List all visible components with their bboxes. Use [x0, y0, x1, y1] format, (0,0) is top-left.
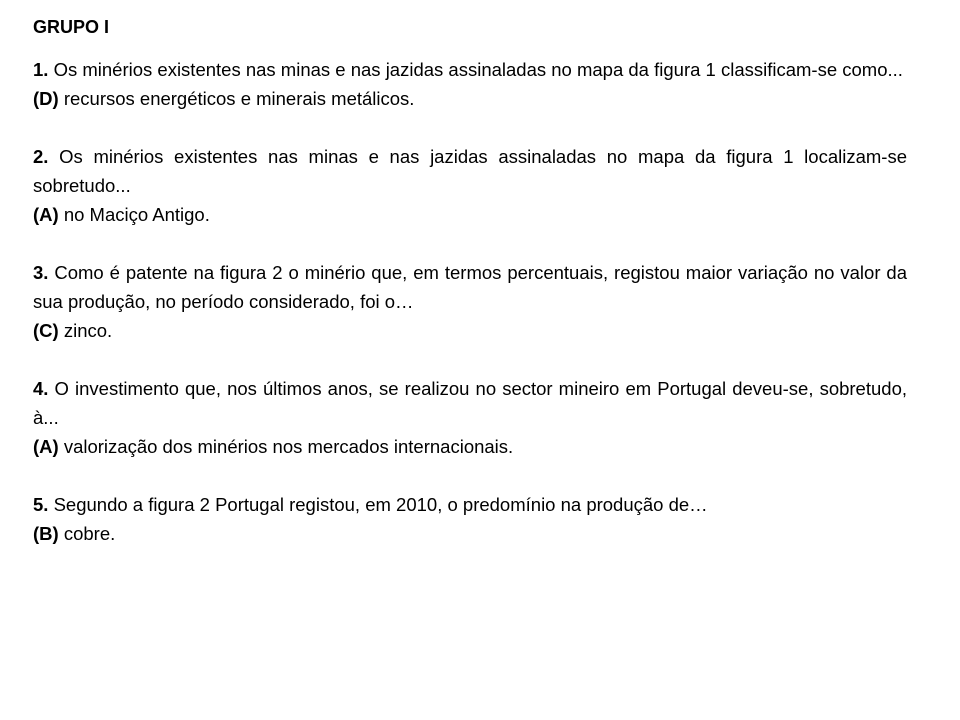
answer-text: zinco.	[58, 320, 113, 341]
question-number: 4.	[33, 378, 49, 399]
question-stem	[33, 258, 907, 316]
answer-letter: (C)	[33, 320, 59, 341]
question-text: Segundo a figura 2 Portugal registou, em 2010, o predomínio na produção de…	[48, 494, 708, 515]
question-number: 5.	[33, 494, 49, 515]
answer-text: valorização dos minérios nos mercados internacionais.	[58, 436, 514, 457]
answer	[33, 200, 907, 229]
question-4	[33, 374, 907, 461]
question-number: 2.	[33, 146, 49, 167]
question-3	[33, 258, 907, 345]
question-1	[33, 55, 907, 113]
question-text: Os minérios existentes nas minas e nas jazidas assinaladas no mapa da figura 1 localizam-se sobretudo...	[33, 146, 907, 196]
question-5	[33, 490, 907, 548]
question-text: Os minérios existentes nas minas e nas jazidas assinaladas no mapa da figura 1 classificam-se como...	[48, 59, 903, 80]
question-stem	[33, 142, 907, 200]
slide-content	[33, 14, 907, 577]
answer-letter: (D)	[33, 88, 59, 109]
question-text: Como é patente na figura 2 o minério que, em termos percentuais, registou maior variação no valor da sua produção, no período considerado, foi o…	[33, 262, 907, 312]
page-title: GRUPO I	[33, 17, 110, 37]
answer-text: no Maciço Antigo.	[58, 204, 210, 225]
question-number: 1.	[33, 59, 49, 80]
question-2	[33, 142, 907, 229]
answer-letter: (A)	[33, 204, 59, 225]
answer	[33, 316, 907, 345]
question-stem	[33, 55, 907, 84]
question-number: 3.	[33, 262, 49, 283]
answer	[33, 519, 907, 548]
question-text: O investimento que, nos últimos anos, se realizou no sector mineiro em Portugal deveu-se, sobretudo, à...	[33, 378, 907, 428]
answer-text: cobre.	[58, 523, 116, 544]
question-stem	[33, 490, 907, 519]
answer-letter: (B)	[33, 523, 59, 544]
answer-text: recursos energéticos e minerais metálicos.	[58, 88, 415, 109]
answer-letter: (A)	[33, 436, 59, 457]
answer	[33, 84, 907, 113]
answer	[33, 432, 907, 461]
question-stem	[33, 374, 907, 432]
